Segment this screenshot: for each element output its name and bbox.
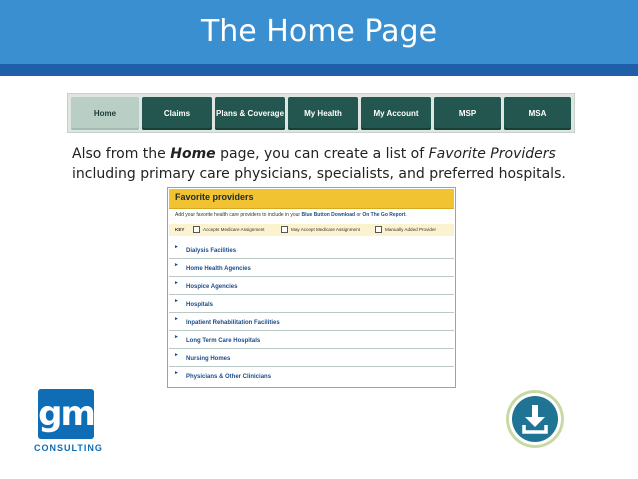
- download-icon[interactable]: [505, 389, 565, 449]
- facility-label: Hospitals: [186, 302, 214, 308]
- blue-button-download-link[interactable]: Blue Button Download: [301, 212, 356, 218]
- facility-label: Home Health Agencies: [186, 266, 251, 272]
- facility-label: Inpatient Rehabilitation Facilities: [186, 320, 280, 326]
- favorite-providers-subtitle: [175, 212, 407, 218]
- expand-arrow-icon: ►: [174, 298, 179, 304]
- may-accept-assignment-icon: [281, 226, 288, 233]
- tab-home[interactable]: Home: [71, 97, 139, 130]
- nav-bar: [67, 93, 575, 133]
- favorite-providers-panel: [167, 187, 456, 388]
- facility-item[interactable]: [169, 332, 454, 349]
- favorite-providers-header: [169, 189, 454, 209]
- accepts-assignment-icon: [193, 226, 200, 233]
- tab-msa[interactable]: MSA: [504, 97, 571, 130]
- desc-text-3: including primary care physicians, specialists, and preferred hospitals.: [72, 166, 566, 182]
- tab-plans-coverage[interactable]: Plans & Coverage: [215, 97, 285, 130]
- expand-arrow-icon: ►: [174, 280, 179, 286]
- expand-arrow-icon: ►: [174, 316, 179, 322]
- facility-label: Long Term Care Hospitals: [186, 338, 261, 344]
- slide-header-band: [0, 64, 638, 76]
- tab-msp[interactable]: MSP: [434, 97, 501, 130]
- facility-item[interactable]: [169, 368, 454, 385]
- tab-claims[interactable]: Claims: [142, 97, 212, 130]
- facility-label: Nursing Homes: [186, 356, 231, 362]
- facility-label: Physicians & Other Clinicians: [186, 374, 272, 380]
- on-the-go-report-link[interactable]: On The Go Report: [362, 212, 406, 218]
- subtitle-mid: or: [355, 212, 363, 218]
- favorite-providers-title: Favorite providers: [175, 192, 254, 202]
- facility-item[interactable]: [169, 296, 454, 313]
- key-item-manual: Manually Added Provider: [385, 227, 437, 232]
- key-label: KEY: [175, 227, 185, 232]
- key-item-may-accept: May Accept Medicare Assignment: [291, 227, 360, 232]
- subtitle-suffix: .: [405, 212, 407, 218]
- facility-item[interactable]: [169, 314, 454, 331]
- facility-label: Hospice Agencies: [186, 284, 238, 290]
- expand-arrow-icon: ►: [174, 334, 179, 340]
- facility-item[interactable]: [169, 350, 454, 367]
- facility-item[interactable]: [169, 242, 454, 259]
- key-legend: [169, 224, 454, 236]
- facility-label: Dialysis Facilities: [186, 248, 237, 254]
- facility-item[interactable]: [169, 278, 454, 295]
- slide-title: The Home Page: [200, 14, 438, 49]
- desc-home-word: Home: [170, 146, 216, 162]
- expand-arrow-icon: ►: [174, 370, 179, 376]
- key-item-accepts: Accepts Medicare Assignment: [203, 227, 265, 232]
- expand-arrow-icon: ►: [174, 244, 179, 250]
- slide-description: [72, 144, 572, 184]
- gm-consulting-logo: [34, 387, 103, 461]
- expand-arrow-icon: ►: [174, 352, 179, 358]
- expand-arrow-icon: ►: [174, 262, 179, 268]
- logo-wordmark: CONSULTING: [34, 443, 103, 453]
- desc-text-2: page, you can create a list of: [215, 146, 429, 162]
- desc-favorite-word: Favorite Providers: [428, 146, 556, 162]
- tab-my-health[interactable]: My Health: [288, 97, 358, 130]
- facility-item[interactable]: [169, 260, 454, 277]
- desc-text-1: Also from the: [72, 146, 171, 162]
- logo-mark: gm: [38, 389, 94, 439]
- subtitle-prefix: Add your favorite health care providers to include in your: [175, 212, 302, 218]
- manually-added-icon: [375, 226, 382, 233]
- tab-my-account[interactable]: My Account: [361, 97, 431, 130]
